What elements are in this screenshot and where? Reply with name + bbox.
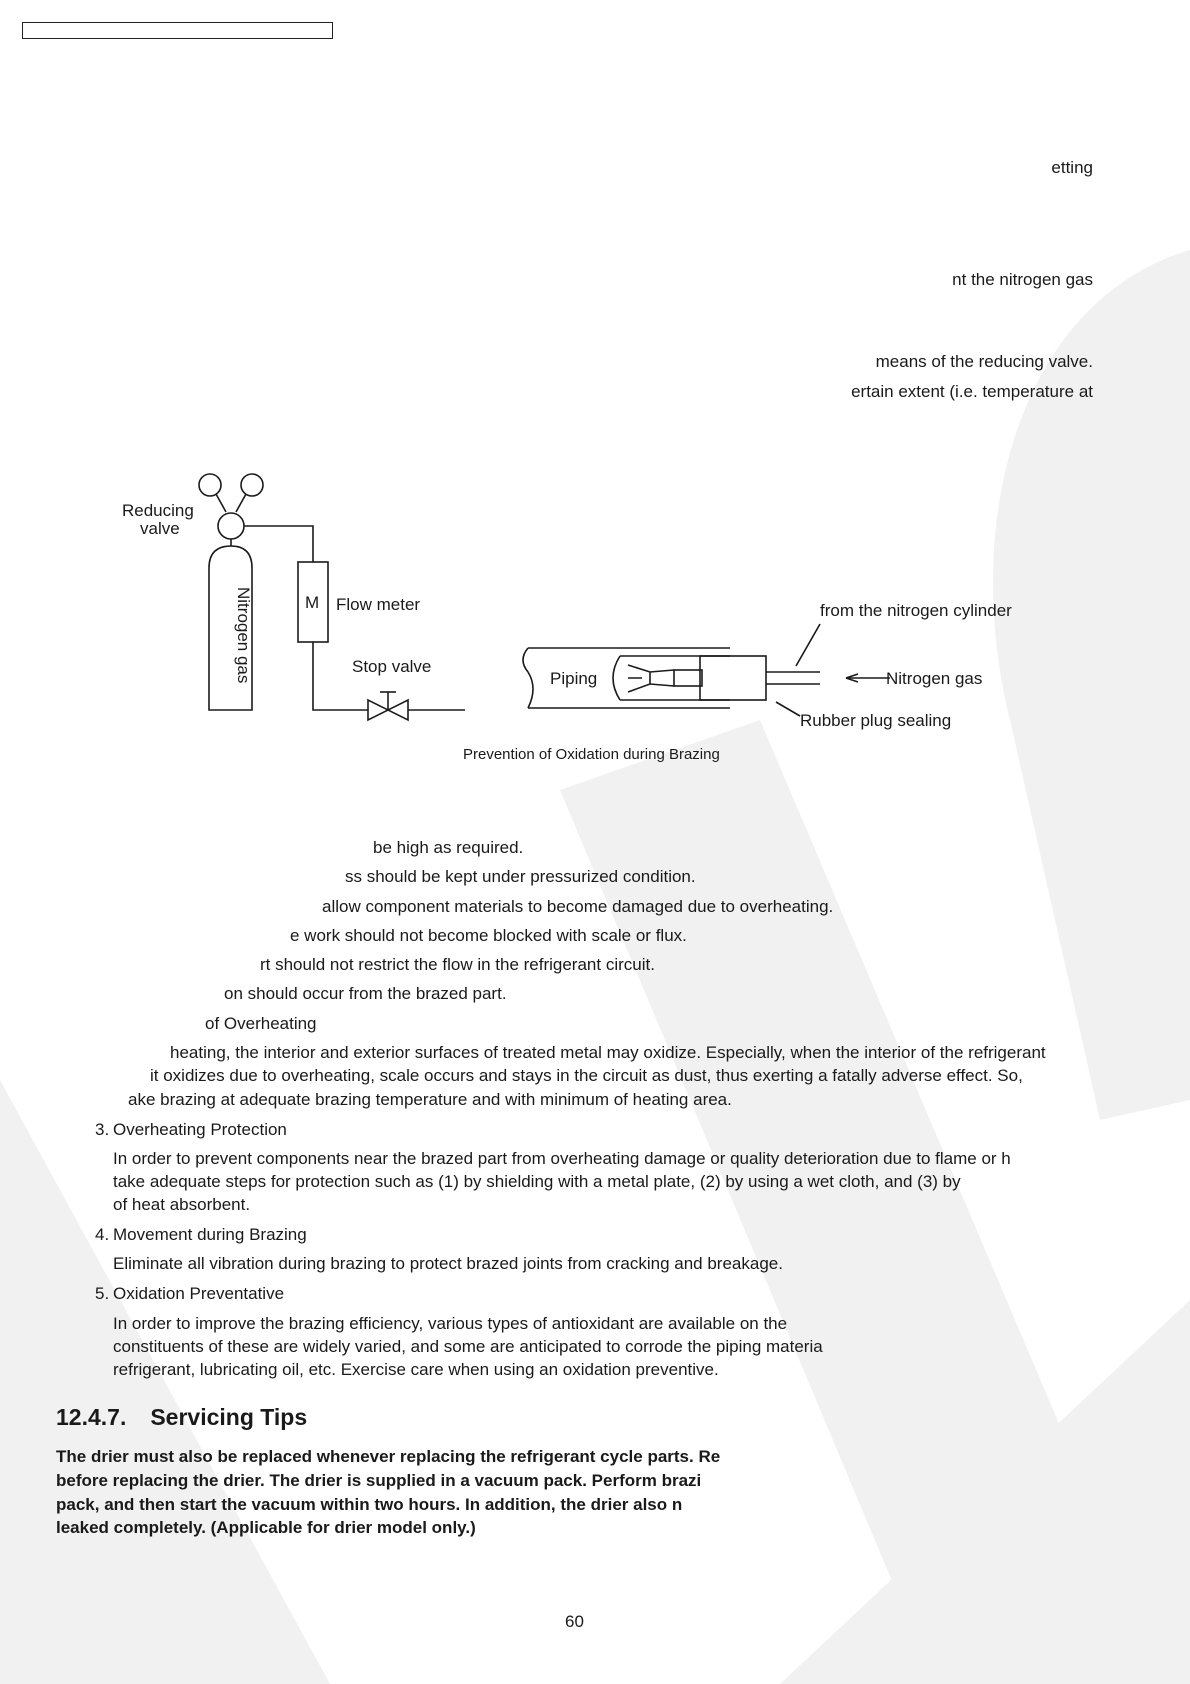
text-fragment: on should occur from the brazed part.: [224, 984, 507, 1003]
label-from-cylinder: from the nitrogen cylinder: [820, 601, 1012, 620]
bold-line: The drier must also be replaced whenever replacing the refrigerant cycle parts. Re: [56, 1447, 721, 1466]
bold-line: pack, and then start the vacuum within two hours. In addition, the drier also n: [56, 1495, 683, 1514]
list-item-line: Eliminate all vibration during brazing to protect brazed joints from cracking and breakage.: [113, 1254, 783, 1273]
gauge-right-icon: [241, 474, 263, 496]
label-stop-valve: Stop valve: [352, 657, 432, 676]
section-number: 12.4.7.: [56, 1404, 127, 1430]
reducing-valve-icon: [218, 513, 244, 539]
nitrogen-brazing-diagram: [100, 460, 1060, 760]
piping-icon: [523, 648, 533, 708]
bold-line: before replacing the drier. The drier is supplied in a vacuum pack. Perform brazi: [56, 1471, 702, 1490]
list-item-title: 3. Overheating Protection: [95, 1120, 287, 1139]
text-fragment: means of the reducing valve.: [875, 352, 1093, 371]
text-fragment: etting: [1051, 158, 1093, 177]
bold-line: leaked completely. (Applicable for drier model only.): [56, 1518, 476, 1537]
text-fragment: allow component materials to become damaged due to overheating.: [322, 897, 834, 916]
list-item-title: 5. Oxidation Preventative: [95, 1284, 285, 1303]
list-item-line: In order to improve the brazing efficiency, various types of antioxidant are available on the: [113, 1314, 788, 1333]
text-fragment: ss should be kept under pressurized condition.: [345, 867, 696, 886]
list-item-line: of heat absorbent.: [113, 1195, 251, 1214]
label-m: M: [305, 593, 320, 612]
label-flow-meter: Flow meter: [336, 595, 421, 614]
text-fragment: of Overheating: [205, 1014, 317, 1033]
gauge-left-icon: [199, 474, 221, 496]
rubber-plug-icon: [700, 656, 766, 700]
list-item-line: constituents of these are widely varied, and some are anticipated to corrode the piping materia: [113, 1337, 823, 1356]
text-fragment: be high as required.: [373, 838, 524, 857]
text-fragment: e work should not become blocked with scale or flux.: [290, 926, 687, 945]
label-nitrogen-gas: Nitrogen gas: [886, 669, 983, 688]
section-title: Servicing Tips: [150, 1404, 308, 1430]
list-item-line: In order to prevent components near the brazed part from overheating damage or quality deterioration due to flame or h: [113, 1149, 1011, 1168]
list-item-line: take adequate steps for protection such as (1) by shielding with a metal plate, (2) by using a wet cloth, and (3) by: [113, 1172, 961, 1191]
paragraph-line: it oxidizes due to overheating, scale occurs and stays in the circuit as dust, thus exerting a fatally adverse effect. So,: [150, 1066, 1023, 1085]
paragraph-line: ake brazing at adequate brazing temperature and with minimum of heating area.: [128, 1090, 732, 1109]
list-item-title: 4. Movement during Brazing: [95, 1225, 307, 1244]
label-cylinder: Nitrogen gas: [234, 587, 253, 684]
page-number: 60: [565, 1612, 584, 1631]
figure-caption: Prevention of Oxidation during Brazing: [463, 746, 720, 763]
text-fragment: nt the nitrogen gas: [952, 270, 1093, 289]
list-item-line: refrigerant, lubricating oil, etc. Exercise care when using an oxidation preventive.: [113, 1360, 719, 1379]
paragraph-line: heating, the interior and exterior surfaces of treated metal may oxidize. Especially, when the interior of the refrigerant: [170, 1043, 1046, 1062]
label-piping: Piping: [550, 669, 598, 688]
text-fragment: ertain extent (i.e. temperature at: [851, 382, 1093, 401]
section-heading: [56, 1404, 307, 1431]
label-valve: valve: [140, 519, 180, 538]
label-rubber-plug: Rubber plug sealing: [800, 711, 952, 730]
text-fragment: rt should not restrict the flow in the refrigerant circuit.: [260, 955, 655, 974]
header-box: [22, 22, 333, 39]
label-reducing: Reducing: [122, 501, 194, 520]
